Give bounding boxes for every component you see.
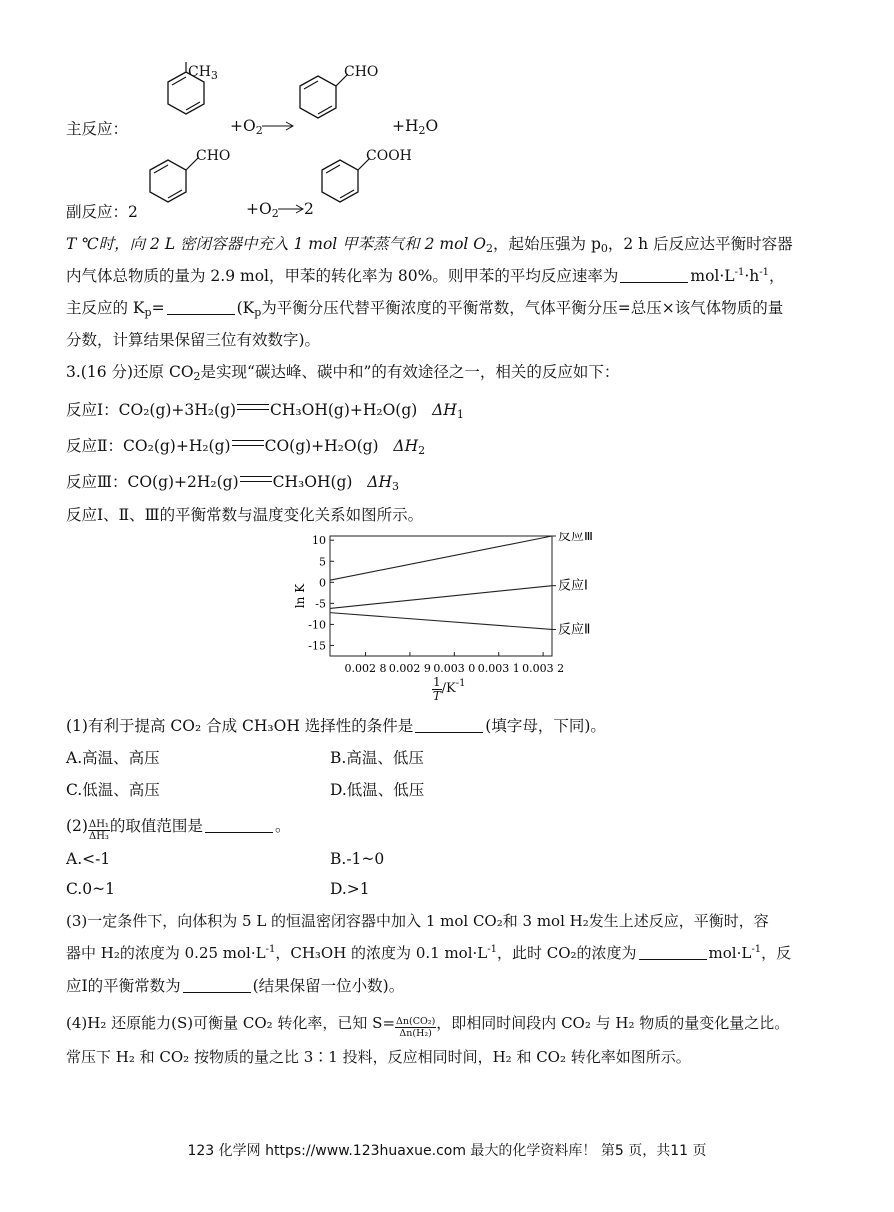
x-tick-label: 0.002 9 xyxy=(388,662,431,675)
q1-option-d[interactable]: D.低温、低压 xyxy=(330,781,425,799)
y-tick-label: 10 xyxy=(312,534,326,548)
side-coef: 2 xyxy=(304,200,314,218)
x-tick-label: 0.003 2 xyxy=(522,662,565,675)
ch3-label: $CH_3$ xyxy=(188,64,218,82)
y-axis-label: ln K xyxy=(293,583,307,609)
equilibrium-arrow-icon xyxy=(240,473,272,485)
series-label: 反应Ⅱ xyxy=(558,622,591,638)
q2-option-d[interactable]: D.>1 xyxy=(330,880,370,898)
answer-blank[interactable] xyxy=(620,268,688,283)
q1: (1)有利于提高 CO₂ 合成 CH₃OH 选择性的条件是 (填字母，下同)。 xyxy=(66,717,606,735)
q1-option-a[interactable]: A.高温、高压 xyxy=(66,749,160,767)
p3-intro: 3.(16 分)还原 $CO_2$是实现“碳达峰、碳中和”的有效途径之一，相关的反应如下： xyxy=(66,363,620,383)
answer-blank[interactable] xyxy=(167,300,235,315)
answer-blank[interactable] xyxy=(205,818,273,833)
q4-line2: 常压下 H₂ 和 CO₂ 按物质的量之比 3∶1 投料，反应相同时间，H₂ 和 CO₂ 转化率如图所示。 xyxy=(66,1048,691,1066)
p2-line2: 内气体总物质的量为 2.9 mol，甲苯的转化率为 80%。则甲苯的平均反应速率为 $mol\cdot L^{-1}\cdot h^{-1}$， xyxy=(66,267,785,285)
arrow-icon-2 xyxy=(278,203,306,215)
y-tick-label: -15 xyxy=(308,639,326,653)
equilibrium-arrow-icon xyxy=(237,401,269,413)
x-tick-label: 0.003 1 xyxy=(477,662,520,675)
y-tick-label: 5 xyxy=(319,555,326,569)
answer-blank[interactable] xyxy=(415,718,483,733)
cho-label-1: CHO xyxy=(344,64,379,80)
series-label: 反应Ⅲ xyxy=(558,532,593,544)
q2-option-a[interactable]: A.<-1 xyxy=(66,850,111,868)
p2-line4: 分数，计算结果保留三位有效数字)。 xyxy=(66,331,321,349)
side-reaction-label: 副反应：2 xyxy=(66,203,138,221)
x-tick-label: 0.002 8 xyxy=(344,662,387,675)
plus-o2-2: $+O_2$ xyxy=(246,200,279,220)
q4-line1: (4)H₂ 还原能力(S)可衡量 CO₂ 转化率，已知 S= $\frac{\text{Δn(CO₂)}}{\text{Δn(H₂)}}$ ，即相同时间段内 CO₂ 与 H₂ 物质的量变化量之比。 xyxy=(66,1014,790,1039)
reaction-1: 反应Ⅰ：CO₂(g)+3H₂(g) CH₃OH(g)+H₂O(g) $\Delta H_1$ xyxy=(66,401,464,421)
series-line xyxy=(330,586,552,609)
equilibrium-arrow-icon xyxy=(232,437,264,449)
q3-line1: (3)一定条件下，向体积为 5 L 的恒温密闭容器中加入 1 mol CO₂和 3 mol H₂发生上述反应，平衡时，容 xyxy=(66,912,769,930)
cooh-label: COOH xyxy=(366,148,412,164)
q3-line2: 器中 H₂的浓度为 0.25 $mol\cdot L^{-1}$，CH₃OH 的浓度为 0.1 $mol\cdot L^{-1}$，此时 CO₂的浓度为 $mol\cdot L^{-1}$，反 xyxy=(66,944,792,962)
q2: (2) $\frac{\text{ΔH₁}}{\text{ΔH₃}}$ 的取值范围是 。 xyxy=(66,817,291,842)
q1-option-c[interactable]: C.低温、高压 xyxy=(66,781,160,799)
series-line xyxy=(330,536,552,580)
plus-o2-1: $+O_2$ xyxy=(230,117,263,137)
page-footer: 123 化学网 https://www.123huaxue.com 最大的化学资料库！ 第5 页，共11 页 xyxy=(187,1143,707,1159)
plus-h2o: $+H_2O$ xyxy=(392,117,439,137)
q2-option-c[interactable]: C.0~1 xyxy=(66,880,115,898)
y-tick-label: 0 xyxy=(319,576,326,590)
series-line xyxy=(330,613,552,630)
q1-option-b[interactable]: B.高温、低压 xyxy=(330,749,424,767)
q3-line3: 应Ⅰ的平衡常数为 (结果保留一位小数)。 xyxy=(66,977,405,995)
reaction-2: 反应Ⅱ：CO₂(g)+H₂(g) CO(g)+H₂O(g) $\Delta H_2$ xyxy=(66,437,426,457)
answer-blank[interactable] xyxy=(639,945,707,960)
chart-xlabel: $\frac{1}{T}$ $/K^{-1}$ xyxy=(432,675,466,703)
y-tick-label: -10 xyxy=(308,618,326,632)
y-tick-label: -5 xyxy=(315,597,326,611)
p2-line3: 主反应的 $K_p= (K_p$为平衡分压代替平衡浓度的平衡常数，气体平衡分压=总压×该气体物质的量 xyxy=(66,299,784,319)
q2-option-b[interactable]: B.-1~0 xyxy=(330,850,385,868)
cho-label-2: CHO xyxy=(196,148,231,164)
answer-blank[interactable] xyxy=(183,978,251,993)
series-label: 反应Ⅰ xyxy=(558,578,588,594)
x-tick-label: 0.003 0 xyxy=(433,662,476,675)
plot-frame xyxy=(330,536,552,656)
chart-intro: 反应Ⅰ、Ⅱ、Ⅲ的平衡常数与温度变化关系如图所示。 xyxy=(66,506,424,524)
reaction-3: 反应Ⅲ：CO(g)+2H₂(g) CH₃OH(g) $\Delta H_3$ xyxy=(66,473,399,493)
main-reaction-label: 主反应： xyxy=(66,120,129,138)
p2-line1: T ℃时，向 2 L 密闭容器中充入 1 mol 甲苯蒸气和 2 mol $O_2$，起始压强为 $p_0$，2 h 后反应达平衡时容器 xyxy=(66,235,793,255)
